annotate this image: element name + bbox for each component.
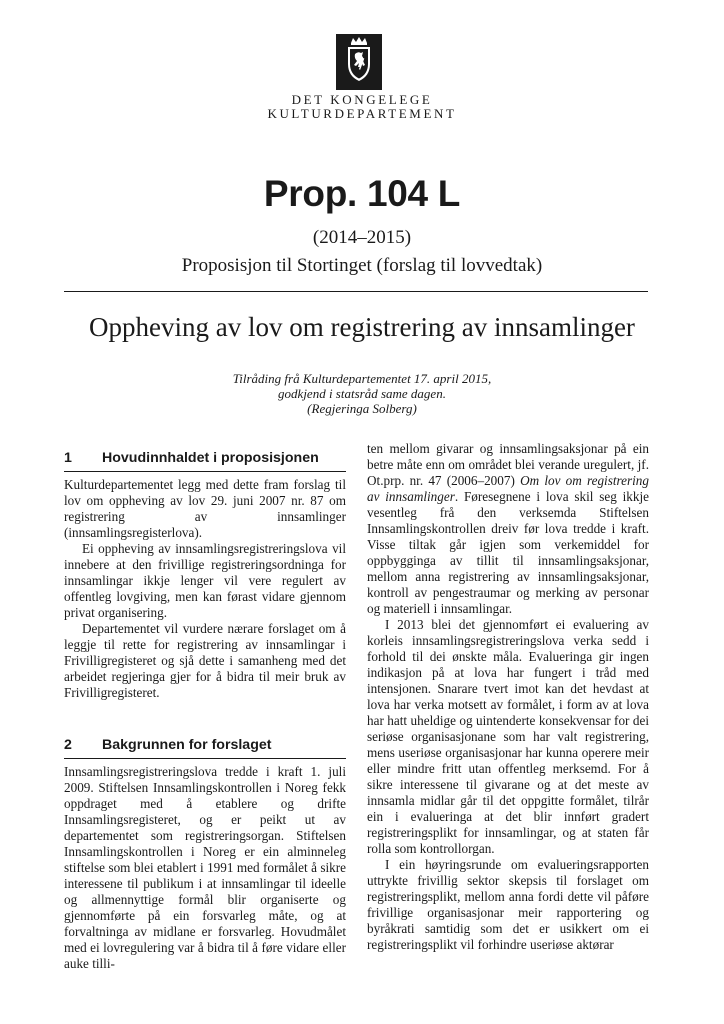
cited-title: Om lov om registrering av innsamlinger [367, 473, 649, 504]
recommendation-line: godkjend i statsråd same dagen. [278, 386, 446, 401]
department-name-line1: DET KONGELEGE [291, 92, 433, 107]
paragraph: Innsamlingsregistreringslova tredde i kraft 1. juli 2009. Stiftelsen Innsamlingskontrollen i Noreg fekk oppdraget med å etablere og drifte Innsamlingsregisteret, og er peikt ut av departementet som registreringsorgan. Stiftelsen Innsamlingskontrollen i Noreg er ein alminneleg stiftelse som blei etablert i 1991 med formålet å sikre interessene til publikum i at innsamlingar til ideelle og allmennyttige formål blir organiserte og gjennomførte på ein forsvarleg måte, og at forvaltninga av midlane er forsvarleg. Hovudmålet med ei lovregulering var å bidra til å føre vidare eller auke tilli- [64, 764, 346, 971]
document-subject: Oppheving av lov om registrering av innsamlinger [89, 312, 635, 342]
document-title: Prop. 104 L [263, 173, 461, 214]
document-kind: Proposisjon til Stortinget (forslag til lovvedtak) [181, 255, 543, 276]
paragraph: Departementet vil vurdere nærare forslaget om å leggje til rette for registrering av innsamlingar i Frivilligregisteret og sjå dette i samanheng med det arbeidet regjeringa gjer for å bidra til meir bruk av Frivilligregisteret. [64, 621, 346, 700]
section-heading [64, 735, 346, 759]
section-number: 2 [64, 737, 72, 753]
paragraph: Kulturdepartementet legg med dette fram forslag til lov om oppheving av lov 29. juni 2007 nr. 87 om registrering av innsamlinger (innsamlingsregisterlova). [64, 477, 346, 540]
department-name-line2: KULTURDEPARTEMENT [267, 106, 457, 121]
paragraph [367, 441, 649, 617]
paragraph: I ein høyringsrunde om evalueringsrapporten uttrykte frivillig sektor skepsis til forslaget om registreringsplikt, mellom anna fordi dette vil påføre frivillige organisasjonar meir rapportering og byråkrati samtidig som det er usikkert om ei registreringsplikt vil forhindre useriøse aktørar [367, 857, 649, 952]
paragraph-text: . Føresegnene i lova skil seg ikkje vesentleg frå den verksemda Stiftelsen Innsamlingskontrollen dreiv før lova tredde i kraft. Visse tiltak går igjen som verkemiddel for oppbygginga av tillit til innsamlingsaksjonar, mellom anna registrering av innsamlingsaksjonar, kontroll av pengestraumar og merking av personar og materiell i innsamlingar. [367, 489, 649, 616]
left-column [64, 448, 346, 972]
recommendation-line: (Regjeringa Solberg) [307, 401, 417, 416]
session-years: (2014–2015) [312, 227, 412, 248]
right-column [367, 441, 649, 953]
paragraph-text: ten mellom givarar og innsamlingsaksjonar på ein betre måte enn om området blei verande uregulert, jf. Ot.prp. nr. 47 (2006–2007) [367, 441, 649, 488]
section-title: Hovudinnhaldet i proposisjonen [102, 450, 319, 466]
section-heading [64, 448, 346, 472]
section-number: 1 [64, 450, 72, 466]
paragraph: I 2013 blei det gjennomført ei evaluering av korleis innsamlingsregistreringslova verka sedd i forhold til dei ønskte måla. Evalueringa gir ingen indikasjon på at lova har fungert i tråd med intensjonen. Snarare tvert imot kan det hevdast at lova har verka motsett av formålet, i form av at lova har hatt uheldige og uintenderte konsekvensar for dei seriøse organisasjonane som har valt registrering, mens useriøse organisasjonar har kunna operere meir eller mindre fritt utan offentleg merksemd. For å sikre interessene til givarane og at det meste av innsamla midlar går til det oppgitte formålet, tilrår ein i evalueringa at det blir innført gradert registreringsplikt for innsamlingar, og at staten får rolla som kontrollorgan. [367, 617, 649, 856]
title-divider [64, 291, 648, 292]
paragraph: Ei oppheving av innsamlingsregistreringslova vil innebere at den frivillige registreringsordninga for innsamlingar ikkje lenger vil vere regulert av offentleg lovgiving, men kan førast vidare gjennom privat organisering. [64, 541, 346, 620]
coat-of-arms-icon [336, 34, 382, 90]
section-title: Bakgrunnen for forslaget [102, 737, 272, 753]
recommendation-line: Tilråding frå Kulturdepartementet 17. april 2015, [232, 371, 492, 386]
